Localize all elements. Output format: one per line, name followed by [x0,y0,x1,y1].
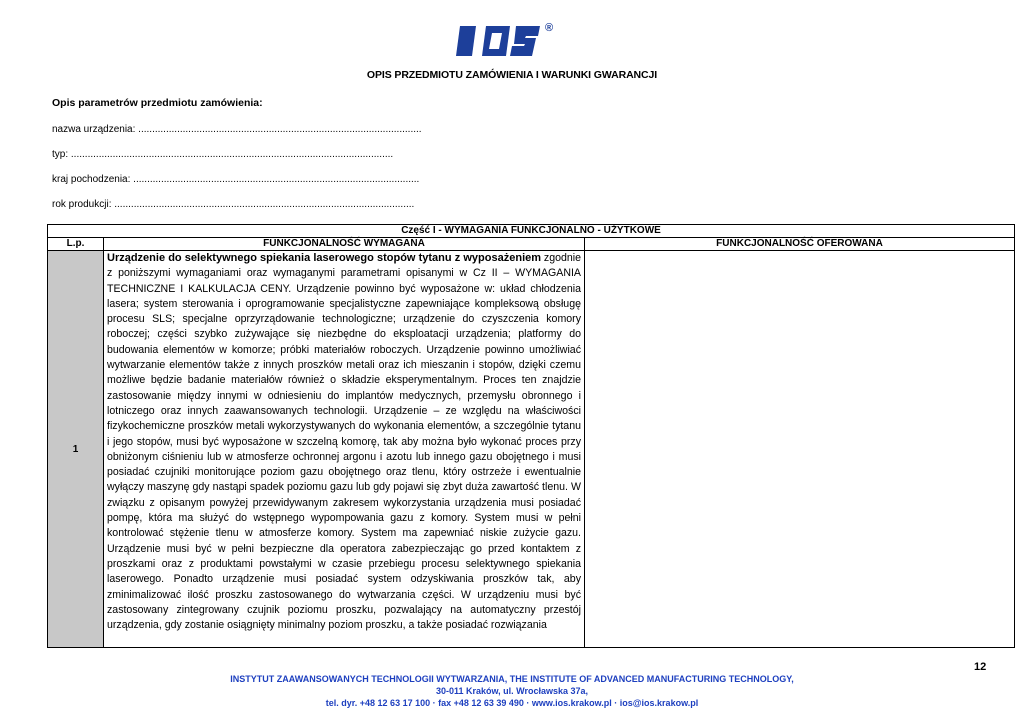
field-dots: ...................................................................................................... [138,124,422,135]
field-label: rok produkcji: [52,199,112,210]
requirement-lead: Urządzenie do selektywnego spiekania laserowego stopów tytanu z wyposażeniem [107,252,542,264]
col-header-lp: L.p. [48,238,104,251]
header-row [48,238,1015,251]
footer-institute: INSTYTUT ZAAWANSOWANYCH TECHNOLOGII WYTWARZANIA, THE INSTITUTE OF ADVANCED MANUFACTURING TECHNOLOGY, [230,674,794,684]
field-dots: ............................................................................................................ [114,199,415,210]
document-title: OPIS PRZEDMIOTU ZAMÓWIENIA I WARUNKI GWARANCJI [366,69,658,81]
field-device-name [52,124,422,135]
params-heading: Opis parametrów przedmiotu zamówienia: [52,97,263,109]
field-dots: .................................................................................................................... [70,149,394,160]
part-title: Część I - WYMAGANIA FUNKCJONALNO - UŻYTKOWE [48,225,1015,238]
field-label: kraj pochodzenia: [52,174,131,185]
footer-address: 30-011 Kraków, ul. Wrocławska 37a, [435,686,589,696]
table-row [48,251,1015,648]
page-number: 12 [974,661,987,673]
required-functionality-cell [104,251,585,648]
requirements-table [47,224,1015,648]
ios-logo [456,24,540,58]
field-label: nazwa urządzenia: [52,124,136,135]
field-label: typ: [52,149,69,160]
part-title-row [48,225,1015,238]
footer-contact: tel. dyr. +48 12 63 17 100 · fax +48 12 63 39 490 · www.ios.krakow.pl · ios@ios.krakow.pl [325,698,699,708]
row-number: 1 [48,251,104,648]
registered-mark: ® [545,22,554,34]
field-type [52,149,393,160]
field-country [52,174,419,185]
offered-functionality-cell[interactable] [585,251,1015,648]
requirement-text: zgodnie z poniższymi wymaganiami oraz wymaganymi parametrami opisanymi w Cz II – WYMAGANIA TECHNICZNE I KALKULACJA CENY. Urządzenie powinno być wyposażone w: układ chłodzenia lasera; system sterowania i oprogramowanie specjalistyczne zapewniające kompleksową obsługę procesu SLS; specjalne oprzyrządowanie technologiczne; urządzenie do czyszczenia komory roboczej; części szybko zużywające się niezbędne do eksploatacji urządzenia; platformy do budowania elementów w komorze; próbki materiałów roboczych. Urządzenie powinno umożliwiać wytwarzanie elementów także z innych proszków metali oraz ich mieszanin i stopów, dzięki czemu możliwe będzie badanie materiałów również o składzie eksperymentalnym. Proces ten znajdzie zastosowanie między innymi w odniesieniu do implantów medycznych, przemysłu obronnego i lotniczego oraz innych zaawansowanych technologii. Urządzenie – ze względu na właściwości fizykochemiczne proszków metali wykorzystywanych do wykonania elementów, a szczególnie tytanu i jego stopów, musi być wyposażone w szczelną komorę, tak aby można było wykonać proces przy obniżonym ciśnieniu lub w atmosferze ochronnej argonu i azotu lub innego gazu obojętnego i musi posiadać czujniki monitorujące poziom gazu obojętnego oraz tlenu, który ostrzeże i ewentualnie wyłączy maszynę gdy nastąpi spadek poziomu gazu lub gdy pojawi się zbyt duża zawartość tlenu. W związku z opisanym powyżej przewidywanym zakresem wykorzystania urządzenia musi posiadać pompę, która ma służyć do wstępnego wypompowania gazu z komory. System musi w pełni kontrolować stężenie tlenu w atmosferze komory. System ma zapewniać niskie zużycie gazu. Urządzenie musi być w pełni bezpieczne dla operatora zabezpieczając go przed kontaktem z proszkami oraz z produktami powstałymi w czasie przebiegu procesu selektywnego spiekania laserowego. Ponadto urządzenie musi posiadać system odzyskiwania proszków tak, aby zminimalizować ilość proszku zastosowanego do wytwarzania części. W urządzeniu musi być zastosowany zintegrowany czujnik poziomu proszku, pozwalający na automatyczny przestój urządzenia, gdy zostanie osiągnięty minimalny poziom proszku, a także posiadać rozwiązania [107,252,581,632]
field-dots: ....................................................................................................... [133,174,420,185]
field-year [52,199,414,210]
col-header-offered: FUNKCJONALNOŚĆ OFEROWANA [585,238,1015,251]
col-header-required: FUNKCJONALNOŚĆ WYMAGANA [104,238,585,251]
